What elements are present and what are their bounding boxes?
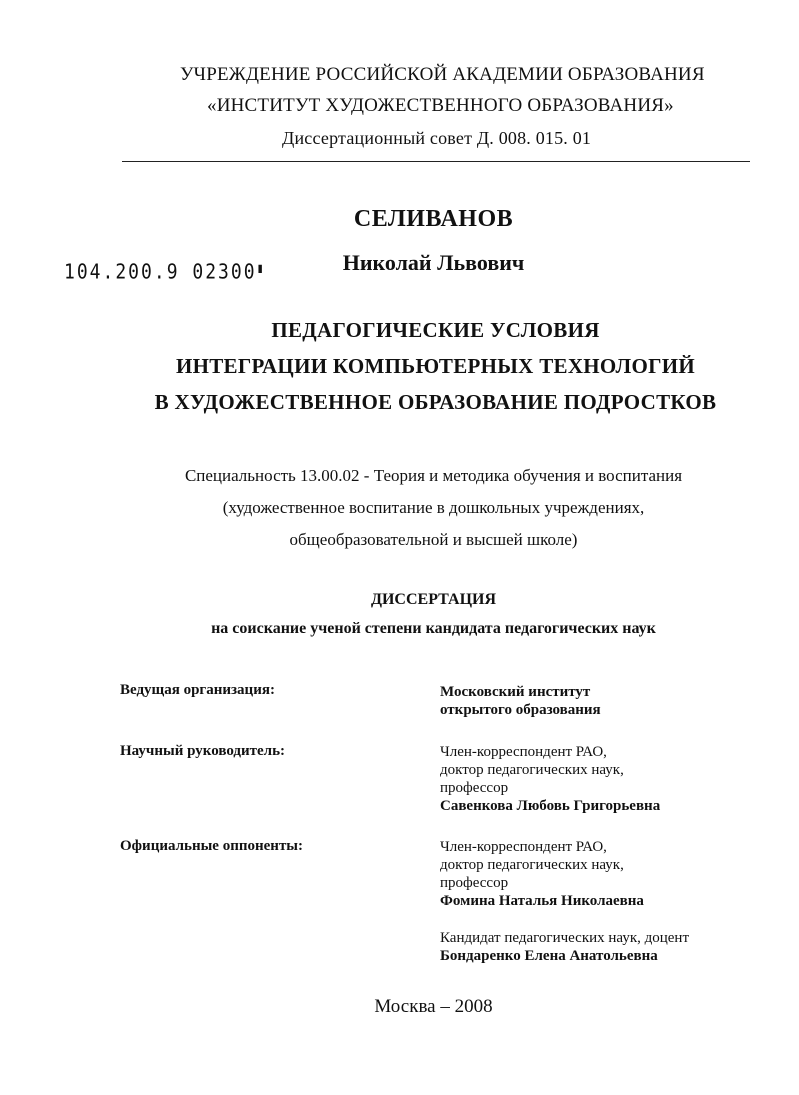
dissertation-title-line-1: ПЕДАГОГИЧЕСКИЕ УСЛОВИЯ xyxy=(271,318,600,342)
opponent-2-value xyxy=(440,929,689,965)
institution-name: УЧРЕЖДЕНИЕ РОССИЙСКОЙ АКАДЕМИИ ОБРАЗОВАНИЯ xyxy=(180,64,705,85)
author-surname: СЕЛИВАНОВ xyxy=(353,206,514,232)
opponent-1-title-line: Член-корреспондент РАО, xyxy=(440,839,607,855)
opponents-label: Официальные оппоненты: xyxy=(120,838,304,854)
specialty-line-1: Специальность 13.00.02 - Теория и методика обучения и воспитания xyxy=(184,466,683,485)
opponent-2-title-line: Кандидат педагогических наук, доцент xyxy=(440,930,690,946)
dissertation-title-line-3: В ХУДОЖЕСТВЕННОЕ ОБРАЗОВАНИЕ ПОДРОСТКОВ xyxy=(154,390,717,414)
opponent-1-title-line: доктор педагогических наук, xyxy=(440,857,624,873)
supervisor-value xyxy=(440,743,660,815)
opponent-2-name: Бондаренко Елена Анатольевна xyxy=(440,948,658,964)
dissertation-title-line-2: ИНТЕГРАЦИИ КОМПЬЮТЕРНЫХ ТЕХНОЛОГИЙ xyxy=(175,354,696,378)
stamp-mark-icon: ▮ xyxy=(256,260,266,277)
leading-org-value xyxy=(440,683,601,719)
leading-org-label: Ведущая организация: xyxy=(120,682,275,698)
header-divider xyxy=(122,161,750,162)
specialty-line-2: (художественное воспитание в дошкольных учреждениях, xyxy=(222,498,645,517)
institute-name: «ИНСТИТУТ ХУДОЖЕСТВЕННОГО ОБРАЗОВАНИЯ» xyxy=(207,95,674,116)
supervisor-name: Савенкова Любовь Григорьевна xyxy=(440,798,661,814)
archive-stamp-code xyxy=(64,260,266,284)
supervisor-title-line: доктор педагогических наук, xyxy=(440,762,624,778)
author-given-names: Николай Львович xyxy=(342,250,525,275)
city-year: Москва – 2008 xyxy=(374,996,493,1017)
dissertation-subheading: на соискание ученой степени кандидата педагогических наук xyxy=(211,620,656,637)
supervisor-title-line: профессор xyxy=(440,780,509,796)
leading-org-line: открытого образования xyxy=(440,702,601,718)
opponent-1-value xyxy=(440,838,644,910)
opponent-1-title-line: профессор xyxy=(440,875,509,891)
leading-org-line: Московский институт xyxy=(440,684,591,700)
opponent-1-name: Фомина Наталья Николаевна xyxy=(440,893,644,909)
dissertation-heading: ДИССЕРТАЦИЯ xyxy=(370,591,497,608)
dissertation-council: Диссертационный совет Д. 008. 015. 01 xyxy=(282,128,592,148)
stamp-code-text: 104.200.9 02300 xyxy=(64,260,257,285)
supervisor-title-line: Член-корреспондент РАО, xyxy=(440,744,607,760)
specialty-line-3: общеобразовательной и высшей школе) xyxy=(289,530,578,549)
supervisor-label: Научный руководитель: xyxy=(120,743,285,759)
